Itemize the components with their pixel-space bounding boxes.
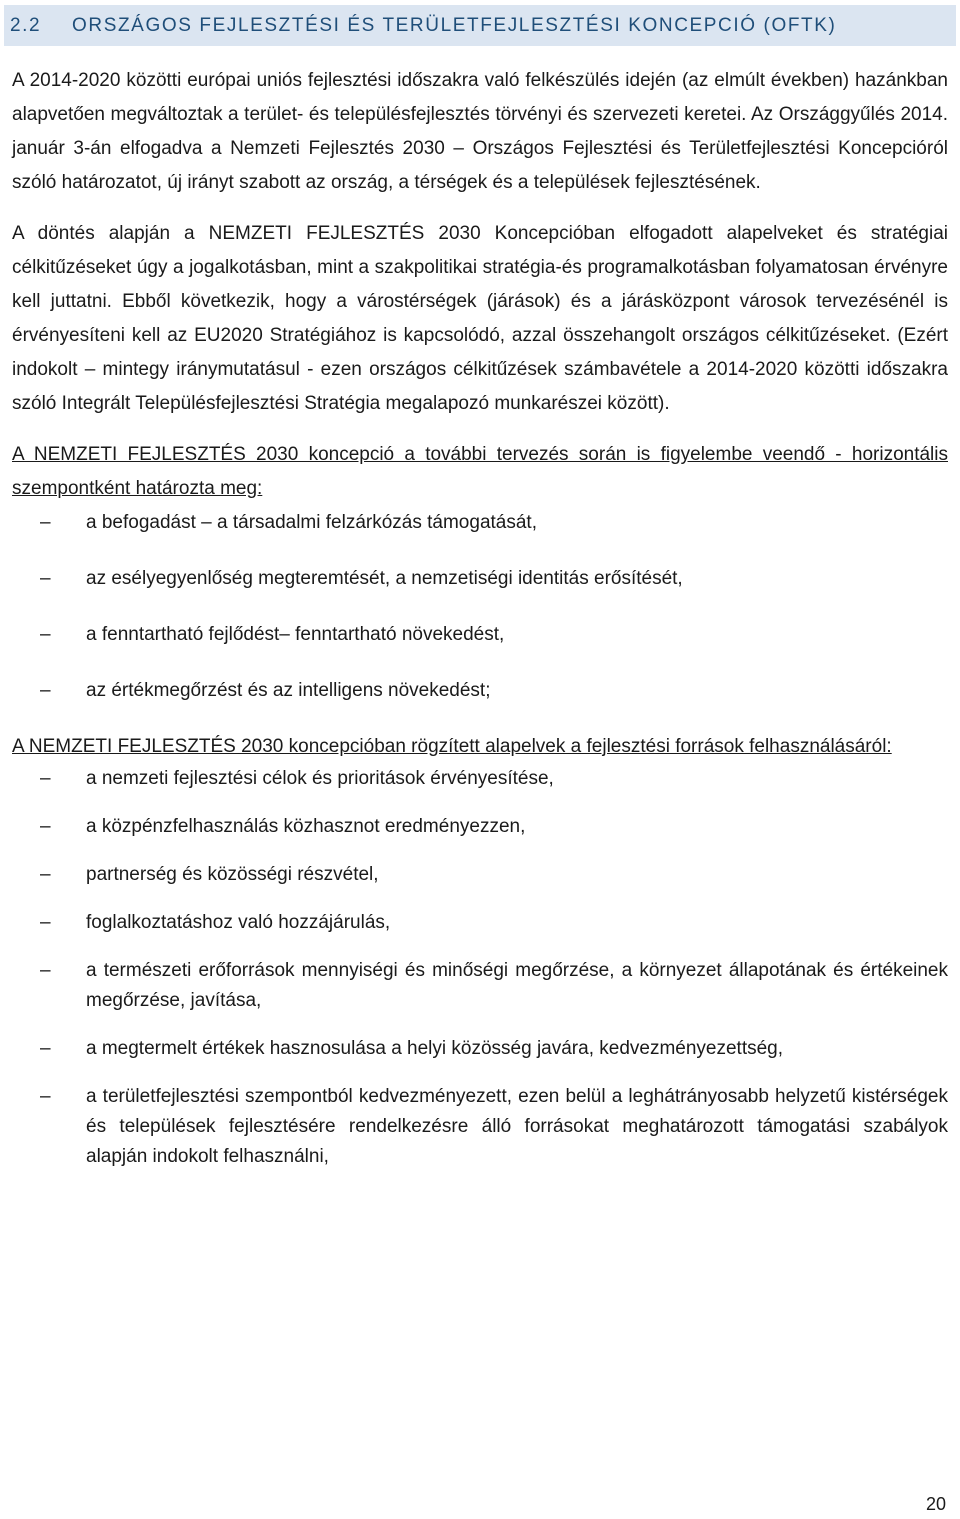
list-item-text: a közpénzfelhasználás közhasznot eredményezzen,: [86, 816, 526, 837]
horizontal-criteria-heading: A NEMZETI FEJLESZTÉS 2030 koncepció a további tervezés során is figyelembe veendő - horizontális szempontként határozta meg:: [12, 444, 948, 499]
list-item-text: a megtermelt értékek hasznosulása a helyi közösség javára, kedvezményezettség,: [86, 1038, 784, 1059]
list-item-text: a területfejlesztési szempontból kedvezményezett, ezen belül a leghátrányosabb helyzetű kistérségek és települések fejlesztésére rendelkezésre álló forrásokat meghatározott támogatási szabályok alapján indokolt felhasználni,: [86, 1086, 948, 1167]
section-number: 2.2: [10, 14, 42, 36]
list-item: [12, 764, 948, 794]
dash-bullet: –: [40, 912, 51, 933]
list-item-text: a fenntartható fejlődést– fenntartható növekedést,: [86, 624, 505, 645]
list-item-text: a nemzeti fejlesztési célok és prioritások érvényesítése,: [86, 768, 554, 789]
list-item: [12, 562, 948, 596]
document-body: [12, 64, 948, 1190]
dash-bullet: –: [40, 624, 51, 645]
paragraph-intro: A 2014-2020 közötti európai uniós fejlesztési időszakra való felkészülés idején (az elmúlt években) hazánkban alapvetően megváltoztak a terület- és településfejlesztés törvényi és szervezeti keretei. Az Országgyűlés 2014. január 3-án elfogadva a Nemzeti Fejlesztés 2030 – Országos Fejlesztési és Területfejlesztési Koncepcióról szóló határozatot, új irányt szabott az ország, a térségek és a települések fejlesztésének.: [12, 70, 948, 193]
list-item-text: foglalkoztatáshoz való hozzájárulás,: [86, 912, 391, 933]
list-item-text: az értékmegőrzést és az intelligens növekedést;: [86, 680, 491, 701]
list-item: [12, 860, 948, 890]
dash-bullet: –: [40, 816, 51, 837]
dash-bullet: –: [40, 1038, 51, 1059]
paragraph-decision: A döntés alapján a NEMZETI FEJLESZTÉS 2030 Koncepcióban elfogadott alapelveket és stratégiai célkitűzéseket úgy a jogalkotásban, mint a szakpolitikai stratégia-és programalkotásban folyamatosan érvényre kell juttatni. Ebből következik, hogy a várostérségek (járások) és a járásközpont városok tervezésénél is érvényesíteni kell az EU2020 Stratégiához is kapcsolódó, azzal összehangolt országos célkitűzéseket. (Ezért indokolt – mintegy iránymutatásul - ezen országos célkitűzések számbavétele a 2014-2020 közötti időszakra szóló Integrált Településfejlesztési Stratégia megalapozó munkarészei között).: [12, 223, 948, 414]
dash-bullet: –: [40, 864, 51, 885]
list-item: [12, 908, 948, 938]
list-item-text: a természeti erőforrások mennyiségi és minőségi megőrzése, a környezet állapotának és értékeinek megőrzése, javítása,: [86, 960, 948, 1011]
list-item: [12, 1034, 948, 1064]
list-item: [12, 812, 948, 842]
funding-principles-list: [12, 764, 948, 1172]
list-item: [12, 618, 948, 652]
list-item-text: az esélyegyenlőség megteremtését, a nemzetiségi identitás erősítését,: [86, 568, 683, 589]
dash-bullet: –: [40, 960, 51, 981]
dash-bullet: –: [40, 1086, 51, 1107]
section-heading: [4, 5, 956, 46]
page-number: 20: [925, 1494, 946, 1514]
list-item: [12, 956, 948, 1016]
list-item-text: partnerség és közösségi részvétel,: [86, 864, 379, 885]
list-item: [12, 1082, 948, 1172]
section-title: ORSZÁGOS FEJLESZTÉSI ÉS TERÜLETFEJLESZTÉSI KONCEPCIÓ (OFTK): [72, 14, 837, 36]
funding-principles-heading: A NEMZETI FEJLESZTÉS 2030 koncepcióban rögzített alapelvek a fejlesztési források felhasználásáról:: [12, 736, 892, 757]
list-item: [12, 674, 948, 708]
dash-bullet: –: [40, 680, 51, 701]
horizontal-criteria-list: [12, 506, 948, 708]
dash-bullet: –: [40, 512, 51, 533]
dash-bullet: –: [40, 768, 51, 789]
dash-bullet: –: [40, 568, 51, 589]
list-item: [12, 506, 948, 540]
list-item-text: a befogadást – a társadalmi felzárkózás támogatását,: [86, 512, 537, 533]
